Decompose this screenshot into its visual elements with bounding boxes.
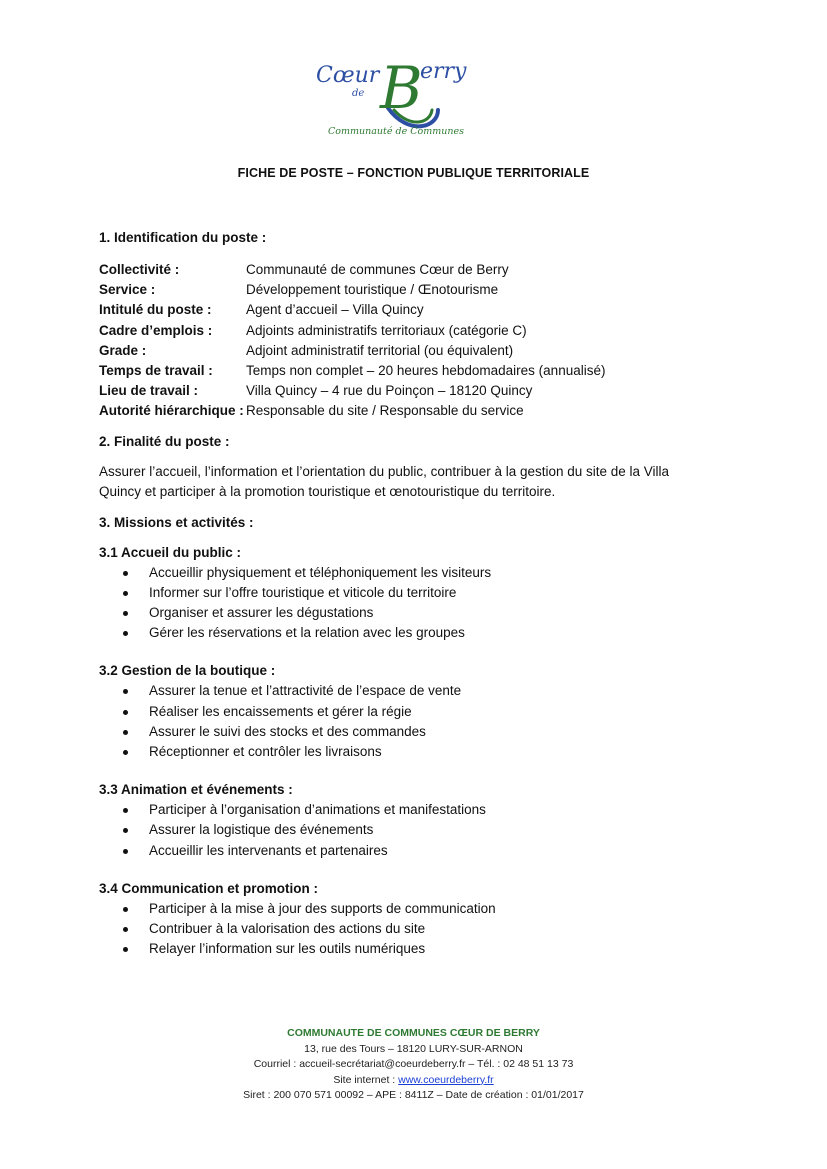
logo-text-erry: erry: [420, 59, 467, 84]
ident-label: Cadre d’emplois :: [99, 322, 213, 338]
bullet-icon: [123, 750, 128, 755]
list-item: [99, 742, 719, 762]
list-item-text: Organiser et assurer les dégustations: [149, 605, 374, 621]
ident-label: Collectivité :: [99, 262, 180, 277]
bullet-icon: [123, 689, 128, 694]
ident-value: Communauté de communes Cœur de Berry: [246, 262, 509, 277]
ident-value: Agent d’accueil – Villa Quincy: [246, 302, 424, 318]
ident-row: [99, 280, 719, 300]
list-item: [99, 702, 719, 722]
bullet-list: [99, 681, 719, 762]
list-item-text: Accueillir physiquement et téléphoniquement les visiteurs: [149, 564, 492, 580]
list-item-text: Informer sur l’offre touristique et viticole du territoire: [149, 584, 457, 600]
footer-legal: Siret : 200 070 571 00092 – APE : 8411Z – Date de création : 01/01/2017: [243, 1089, 584, 1102]
bullet-icon: [123, 849, 128, 854]
ident-value: Temps non complet – 20 heures hebdomadaires (annualisé): [246, 363, 606, 379]
bullet-icon: [123, 927, 128, 932]
bullet-icon: [123, 571, 128, 576]
bullet-icon: [123, 730, 128, 735]
list-item-text: Participer à l’organisation d’animations et manifestations: [149, 802, 486, 818]
list-item: [99, 939, 719, 959]
footer-organization: COMMUNAUTE DE COMMUNES CŒUR DE BERRY: [287, 1027, 540, 1039]
ident-row: [99, 260, 719, 280]
list-item-text: Relayer l’information sur les outils numériques: [149, 941, 426, 957]
list-item: [99, 583, 719, 603]
list-item-text: Gérer les réservations et la relation avec les groupes: [149, 625, 465, 641]
logo-text-de: de: [352, 88, 365, 99]
ident-row: [99, 401, 719, 421]
list-item: [99, 899, 719, 919]
logo-tagline: Communauté de Communes: [328, 126, 464, 137]
bullet-icon: [123, 611, 128, 616]
subsection-3-1-heading: 3.1 Accueil du public :: [99, 544, 242, 560]
paragraph-line: Quincy et participer à la promotion touristique et œnotouristique du territoire.: [99, 484, 556, 500]
logo-text-coeur: Cœur: [316, 63, 380, 88]
list-item-text: Contribuer à la valorisation des actions du site: [149, 921, 426, 937]
list-item: [99, 800, 719, 820]
bullet-list: [99, 899, 719, 960]
list-item-text: Assurer la tenue et l’attractivité de l’espace de vente: [149, 683, 462, 699]
ident-label: Service :: [99, 282, 156, 298]
list-item: [99, 603, 719, 623]
ident-label: Autorité hiérarchique :: [99, 403, 244, 419]
website-link[interactable]: www.coeurdeberry.fr: [398, 1073, 494, 1086]
subsection-3-2-heading: 3.2 Gestion de la boutique :: [99, 663, 276, 679]
bullet-icon: [123, 808, 128, 813]
list-item: [99, 681, 719, 701]
list-item-text: Participer à la mise à jour des supports de communication: [149, 900, 496, 916]
footer-address: 13, rue des Tours – 18120 LURY-SUR-ARNON: [304, 1042, 523, 1055]
ident-value: Villa Quincy – 4 rue du Poinçon – 18120 Quincy: [246, 383, 533, 399]
bullet-icon: [123, 591, 128, 596]
subsection-3-3-heading: 3.3 Animation et événements :: [99, 782, 293, 798]
bullet-list: [99, 800, 719, 861]
document-body: [99, 228, 719, 959]
finalite-paragraph: [99, 462, 719, 503]
ident-row: [99, 381, 719, 401]
ident-value: Développement touristique / Œnotourisme: [246, 282, 499, 298]
ident-label: Intitulé du poste :: [99, 302, 212, 318]
list-item: [99, 563, 719, 583]
ident-row: [99, 300, 719, 320]
footer-website: [0, 1073, 827, 1089]
bullet-icon: [123, 947, 128, 952]
list-item: [99, 623, 719, 643]
section-2-heading: 2. Finalité du poste :: [99, 433, 230, 449]
page-footer: [0, 1026, 827, 1104]
list-item-text: Accueillir les intervenants et partenaires: [149, 842, 388, 858]
bullet-icon: [123, 631, 128, 636]
bullet-icon: [123, 907, 128, 912]
ident-label: Temps de travail :: [99, 363, 213, 379]
section-1-heading: 1. Identification du poste :: [99, 230, 267, 245]
list-item: [99, 841, 719, 861]
subsection-3-4-heading: 3.4 Communication et promotion :: [99, 880, 319, 896]
list-item-text: Assurer la logistique des événements: [149, 822, 374, 838]
list-item-text: Réaliser les encaissements et gérer la régie: [149, 703, 412, 719]
list-item: [99, 722, 719, 742]
list-item-text: Réceptionner et contrôler les livraisons: [149, 744, 382, 760]
ident-row: [99, 361, 719, 381]
ident-row: [99, 321, 719, 341]
paragraph-line: Assurer l’accueil, l’information et l’orientation du public, contribuer à la gestion du site de la Villa: [99, 463, 670, 479]
identification-table: [99, 260, 719, 422]
ident-label: Lieu de travail :: [99, 383, 199, 399]
ident-label: Grade :: [99, 342, 147, 358]
coeur-de-berry-logo: [310, 48, 470, 140]
list-item-text: Assurer le suivi des stocks et des commandes: [149, 723, 426, 739]
ident-value: Adjoint administratif territorial (ou équivalent): [246, 342, 514, 358]
document-title: FICHE DE POSTE – FONCTION PUBLIQUE TERRITORIALE: [237, 166, 590, 180]
footer-website-label: Site internet :: [333, 1073, 399, 1086]
bullet-list: [99, 563, 719, 644]
list-item: [99, 919, 719, 939]
ident-value: Adjoints administratifs territoriaux (catégorie C): [246, 322, 527, 338]
footer-contact: Courriel : accueil-secrétariat@coeurdeberry.fr – Tél. : 02 48 51 13 73: [253, 1058, 574, 1071]
logo-letter-b: B: [380, 54, 423, 122]
section-3-heading: 3. Missions et activités :: [99, 514, 254, 530]
bullet-icon: [123, 710, 128, 715]
ident-row: [99, 341, 719, 361]
ident-value: Responsable du site / Responsable du service: [246, 403, 524, 419]
list-item: [99, 820, 719, 840]
bullet-icon: [123, 828, 128, 833]
